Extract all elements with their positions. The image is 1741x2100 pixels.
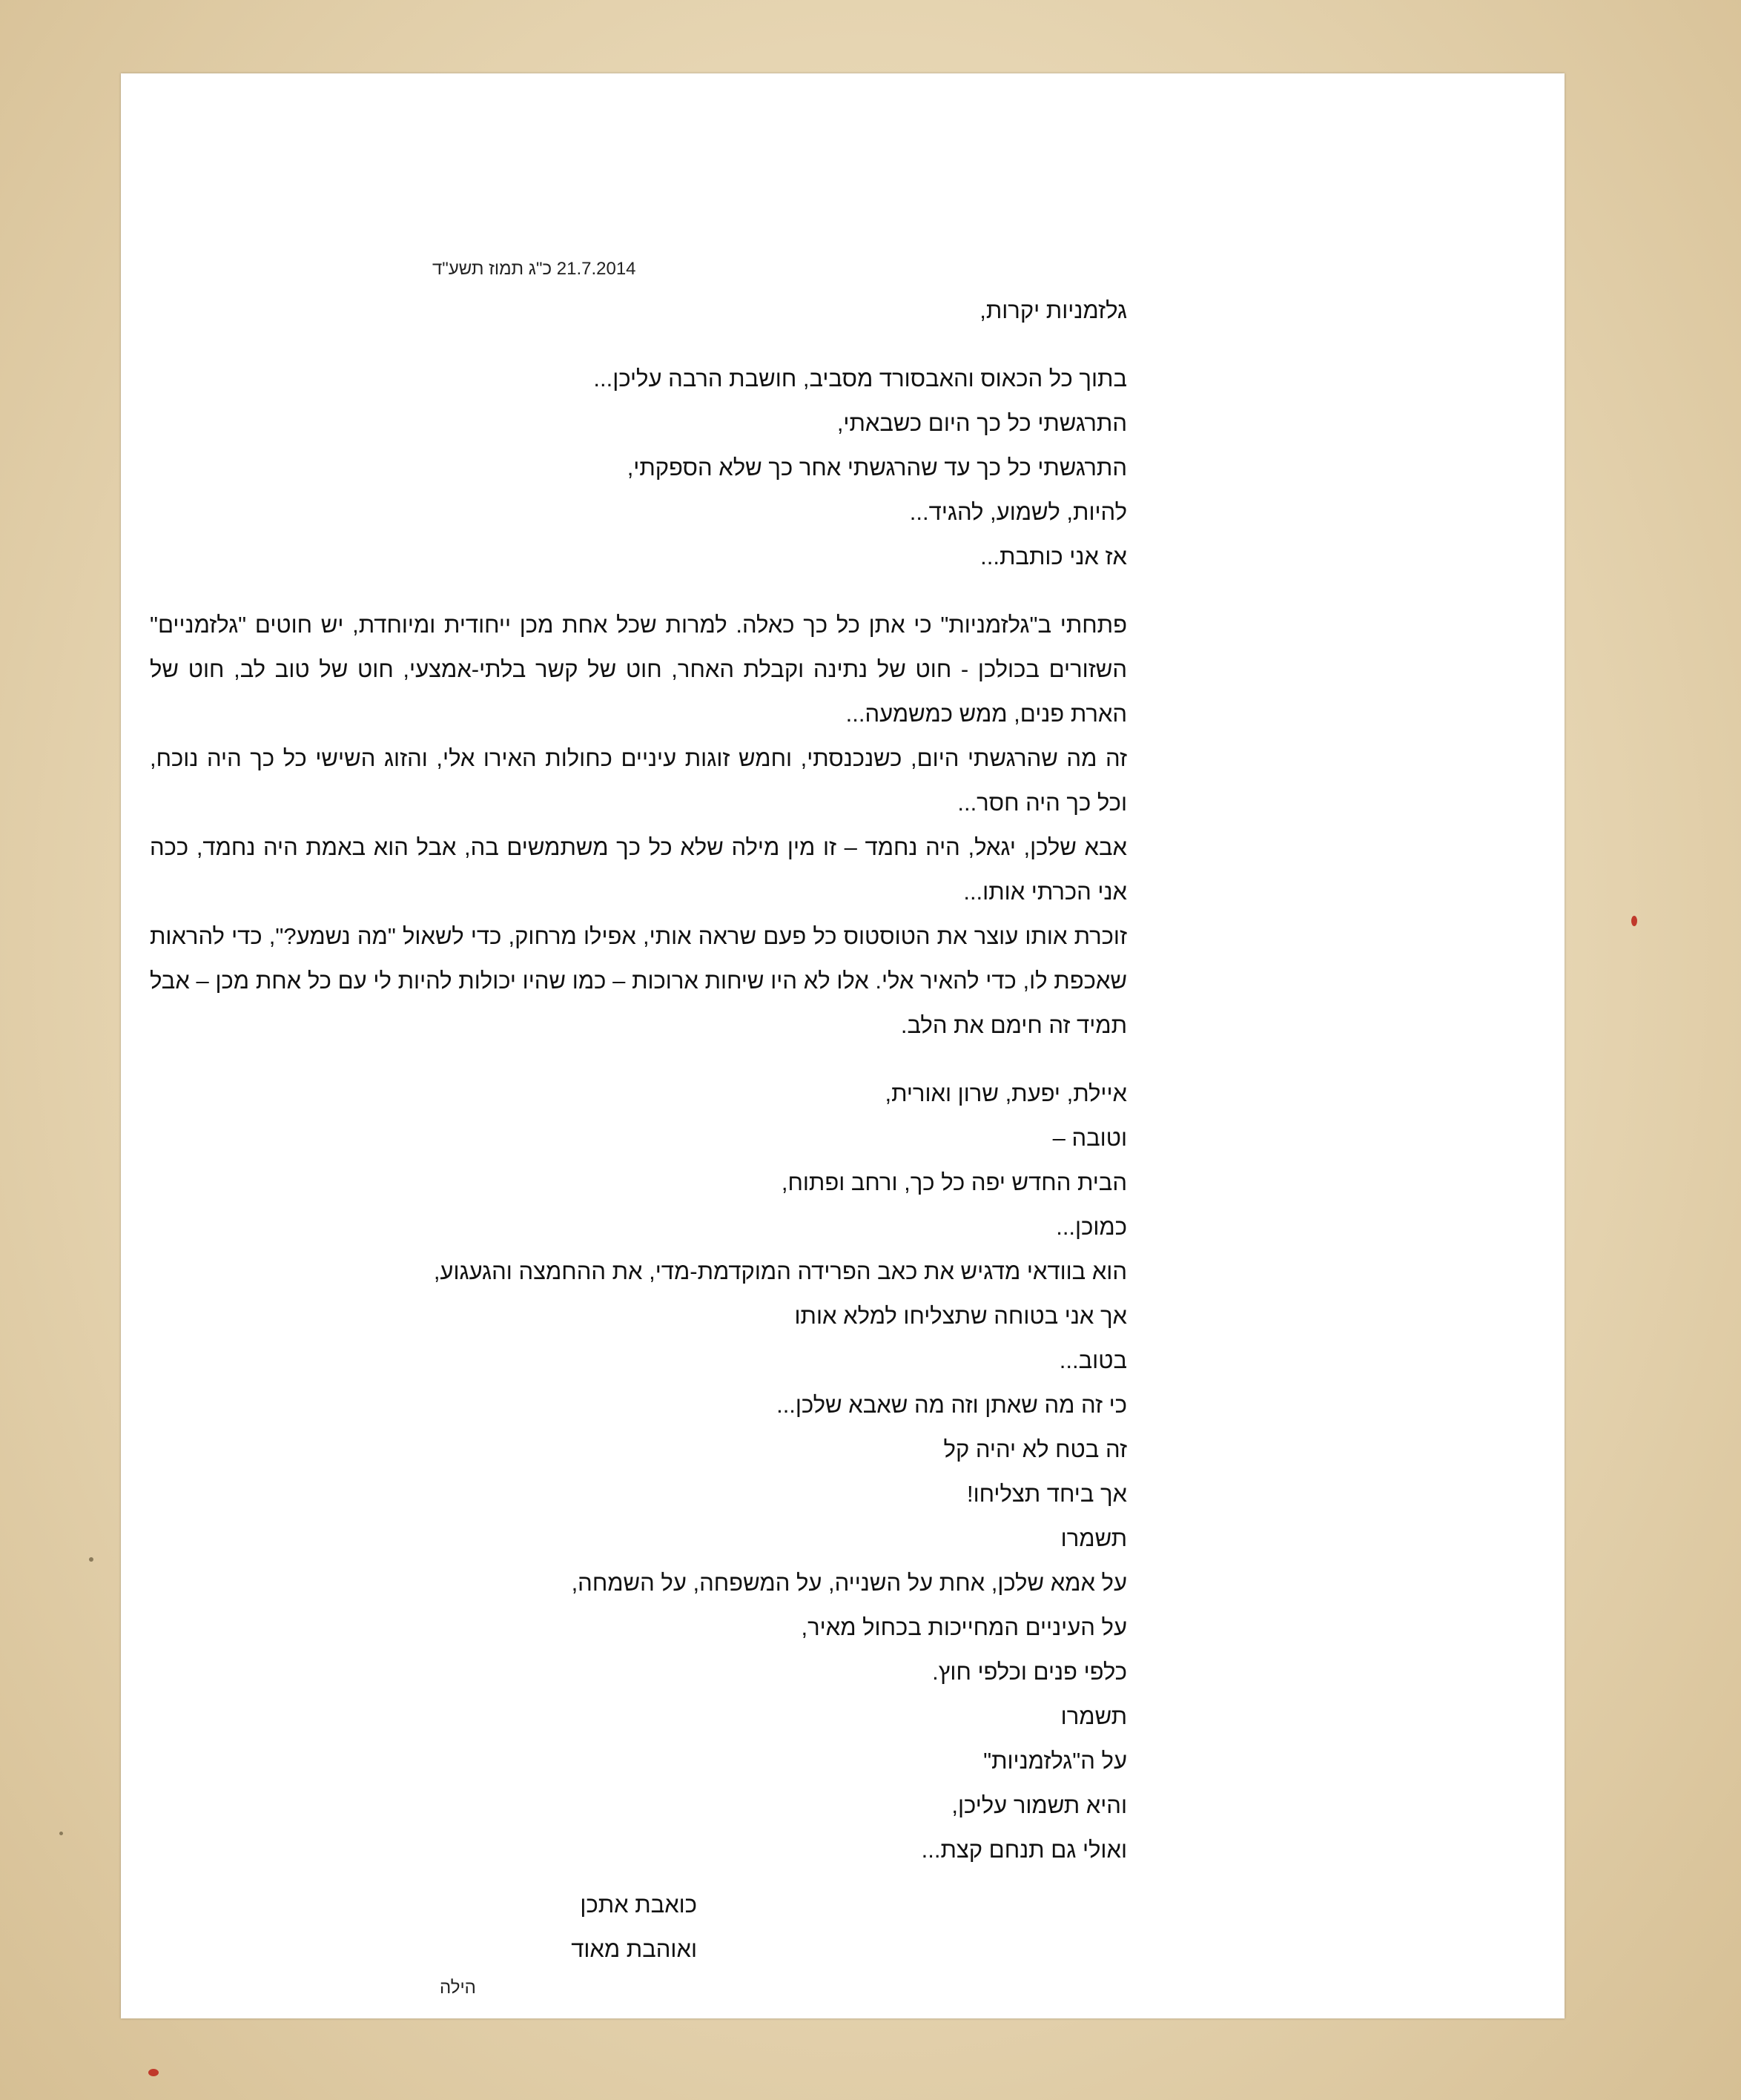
hebrew-date: כ"ג תמוז תשע"ד	[432, 259, 552, 279]
poem-line: כלפי פנים וכלפי חוץ.	[932, 1659, 1127, 1685]
gregorian-date: 21.7.2014	[556, 259, 636, 279]
letter-line: התרגשתי כל כך עד שהרגשתי אחר כך שלא הספקתי,	[627, 455, 1127, 481]
letter-paragraph: פתחתי ב"גלזמניות" כי אתן כל כך כאלה. למרות שכל אחת מכן ייחודית ומיוחדת, יש חוטים "גלזמניים" השזורים בכולכן - חוט של נתינה וקבלת האחר, חוט של קשר בלתי-אמצעי, חוט של טוב לב, חוט של הארת פנים, ממש כמשמעה...	[150, 612, 1127, 727]
background-speck	[148, 2069, 159, 2076]
poem-line: בטוב...	[1059, 1347, 1127, 1373]
background-speck	[59, 1832, 63, 1835]
background-speck	[1631, 916, 1637, 926]
letter-paragraph: זוכרת אותו עוצר את הטוסטוס כל פעם שראה אותי, אפילו מרחוק, כדי לשאול "מה נשמע?", כדי להראות שאכפת לו, כדי להאיר אלי. אלו לא היו שיחות ארוכות – כמו שהיו יכולות להיות לי עם כל אחת מכן – אבל תמיד זה חימם את הלב.	[150, 923, 1127, 1038]
letter-paragraph: זה מה שהרגשתי היום, כשנכנסתי, וחמש זוגות עיניים כחולות האירו אלי, והזוג השישי כל כך היה נוכח, וכל כך היה חסר...	[150, 745, 1127, 816]
poem-line: אך אני בטוחה שתצליחו למלא אותו	[794, 1303, 1127, 1329]
poem-line: על אמא שלכן, אחת על השנייה, על המשפחה, על השמחה,	[571, 1570, 1127, 1596]
closing-line: כואבת אתכן	[580, 1892, 697, 1918]
poem-line: כי זה מה שאתן וזה מה שאבא שלכן...	[776, 1392, 1127, 1418]
poem-line: וטובה –	[1052, 1125, 1127, 1151]
poem-line: על העיניים המחייכות בכחול מאיר,	[801, 1614, 1127, 1640]
poem-line: על ה"גלזמניות"	[983, 1748, 1127, 1774]
letter-date	[432, 259, 636, 280]
background-speck	[89, 1557, 93, 1562]
letter-line: אז אני כותבת...	[980, 544, 1127, 569]
poem-line: הבית החדש יפה כל כך, ורחב ופתוח,	[781, 1169, 1127, 1195]
letter-line: להיות, לשמוע, להגיד...	[909, 499, 1127, 525]
poem-line: תשמרו	[1060, 1703, 1127, 1729]
letter-line: התרגשתי כל כך היום כשבאתי,	[836, 410, 1127, 436]
poem-line: זה בטח לא יהיה קל	[943, 1436, 1127, 1462]
letter-line: בתוך כל הכאוס והאבסורד מסביב, חושבת הרבה עליכן...	[593, 366, 1127, 392]
signature: הילה	[440, 1978, 476, 1998]
poem-line: ואולי גם תנחם קצת...	[921, 1837, 1127, 1863]
greeting: גלזמניות יקרות,	[979, 297, 1127, 323]
closing-line: ואוהבת מאוד	[571, 1936, 697, 1962]
poem-line: אך ביחד תצליחו!	[966, 1481, 1127, 1507]
letter-body	[150, 288, 1127, 1872]
closing-block	[571, 1883, 697, 1972]
poem-line: איילת, יפעת, שרון ואורית,	[885, 1080, 1127, 1106]
poem-line: תשמרו	[1060, 1525, 1127, 1551]
poem-line: הוא בוודאי מדגיש את כאב הפרידה המוקדמת-מדי, את ההחמצה והגעגוע,	[433, 1258, 1127, 1284]
letter-paragraph: אבא שלכן, יגאל, היה נחמד – זו מין מילה שלא כל כך משתמשים בה, אבל הוא באמת היה נחמד, ככה אני הכרתי אותו...	[150, 834, 1127, 905]
letter-page	[121, 73, 1565, 2018]
poem-line: כמוכן...	[1056, 1214, 1127, 1240]
poem-line: והיא תשמור עליכן,	[951, 1792, 1127, 1818]
